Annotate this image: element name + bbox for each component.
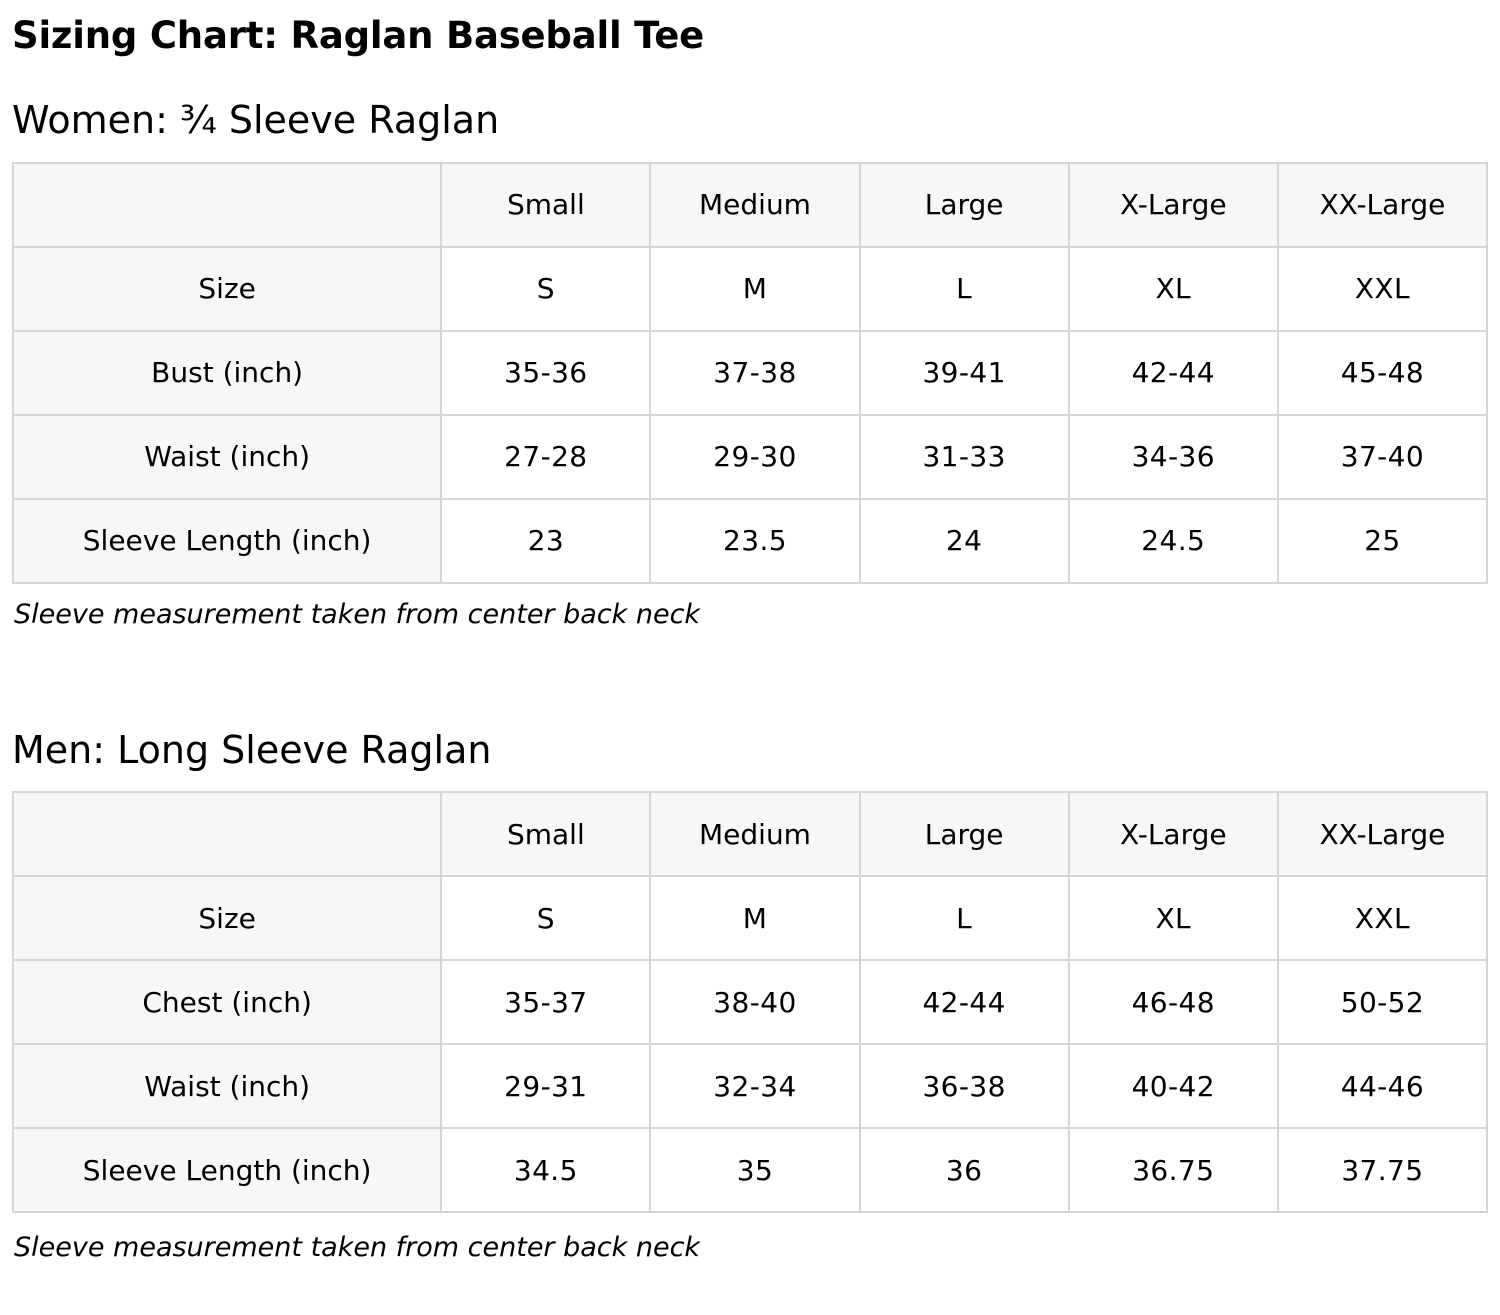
table-corner-cell bbox=[13, 163, 441, 247]
table-row bbox=[13, 499, 1487, 583]
column-header-x-large: X-Large bbox=[1069, 792, 1278, 876]
cell-sleeve-xx-large: 25 bbox=[1278, 499, 1487, 583]
cell-waist-medium: 29-30 bbox=[650, 415, 859, 499]
cell-sleeve-x-large: 36.75 bbox=[1069, 1128, 1278, 1212]
cell-chest-large: 42-44 bbox=[860, 960, 1069, 1044]
row-label-size: Size bbox=[13, 876, 441, 960]
cell-bust-small: 35-36 bbox=[441, 331, 650, 415]
cell-size-small: S bbox=[441, 876, 650, 960]
cell-chest-medium: 38-40 bbox=[650, 960, 859, 1044]
cell-size-x-large: XL bbox=[1069, 876, 1278, 960]
cell-chest-x-large: 46-48 bbox=[1069, 960, 1278, 1044]
cell-sleeve-x-large: 24.5 bbox=[1069, 499, 1278, 583]
table-row bbox=[13, 876, 1487, 960]
table-row bbox=[13, 415, 1487, 499]
table-row bbox=[13, 960, 1487, 1044]
cell-waist-large: 36-38 bbox=[860, 1044, 1069, 1128]
cell-size-large: L bbox=[860, 876, 1069, 960]
cell-waist-x-large: 34-36 bbox=[1069, 415, 1278, 499]
cell-sleeve-medium: 23.5 bbox=[650, 499, 859, 583]
cell-bust-x-large: 42-44 bbox=[1069, 331, 1278, 415]
cell-size-large: L bbox=[860, 247, 1069, 331]
cell-size-medium: M bbox=[650, 876, 859, 960]
table-row bbox=[13, 1044, 1487, 1128]
cell-sleeve-small: 34.5 bbox=[441, 1128, 650, 1212]
column-header-small: Small bbox=[441, 163, 650, 247]
section-men bbox=[12, 728, 1488, 1265]
row-label-sleeve-length: Sleeve Length (inch) bbox=[13, 1128, 441, 1212]
cell-size-xx-large: XXL bbox=[1278, 876, 1487, 960]
cell-sleeve-large: 36 bbox=[860, 1128, 1069, 1212]
table-row bbox=[13, 247, 1487, 331]
cell-waist-xx-large: 44-46 bbox=[1278, 1044, 1487, 1128]
column-header-small: Small bbox=[441, 792, 650, 876]
table-row bbox=[13, 1128, 1487, 1212]
cell-sleeve-small: 23 bbox=[441, 499, 650, 583]
cell-sleeve-xx-large: 37.75 bbox=[1278, 1128, 1487, 1212]
section-title-women: Women: ¾ Sleeve Raglan bbox=[12, 98, 500, 143]
column-header-large: Large bbox=[860, 163, 1069, 247]
cell-bust-large: 39-41 bbox=[860, 331, 1069, 415]
cell-sleeve-medium: 35 bbox=[650, 1128, 859, 1212]
cell-waist-xx-large: 37-40 bbox=[1278, 415, 1487, 499]
column-header-medium: Medium bbox=[650, 163, 859, 247]
cell-waist-medium: 32-34 bbox=[650, 1044, 859, 1128]
column-header-large: Large bbox=[860, 792, 1069, 876]
cell-waist-small: 27-28 bbox=[441, 415, 650, 499]
women-sleeve-note: Sleeve measurement taken from center back neck bbox=[14, 598, 701, 630]
cell-size-x-large: XL bbox=[1069, 247, 1278, 331]
cell-waist-x-large: 40-42 bbox=[1069, 1044, 1278, 1128]
row-label-chest: Chest (inch) bbox=[13, 960, 441, 1044]
men-sleeve-note: Sleeve measurement taken from center back neck bbox=[14, 1232, 701, 1264]
cell-waist-small: 29-31 bbox=[441, 1044, 650, 1128]
cell-bust-xx-large: 45-48 bbox=[1278, 331, 1487, 415]
column-header-xx-large: XX-Large bbox=[1278, 163, 1487, 247]
cell-size-small: S bbox=[441, 247, 650, 331]
table-header-row bbox=[13, 163, 1487, 247]
row-label-size: Size bbox=[13, 247, 441, 331]
row-label-sleeve-length: Sleeve Length (inch) bbox=[13, 499, 441, 583]
cell-chest-xx-large: 50-52 bbox=[1278, 960, 1487, 1044]
cell-chest-small: 35-37 bbox=[441, 960, 650, 1044]
cell-sleeve-large: 24 bbox=[860, 499, 1069, 583]
cell-bust-medium: 37-38 bbox=[650, 331, 859, 415]
column-header-xx-large: XX-Large bbox=[1278, 792, 1487, 876]
women-sizing-table bbox=[12, 162, 1488, 584]
column-header-medium: Medium bbox=[650, 792, 859, 876]
cell-waist-large: 31-33 bbox=[860, 415, 1069, 499]
section-women bbox=[12, 98, 1488, 631]
table-row bbox=[13, 331, 1487, 415]
table-header-row bbox=[13, 792, 1487, 876]
row-label-waist: Waist (inch) bbox=[13, 415, 441, 499]
cell-size-xx-large: XXL bbox=[1278, 247, 1487, 331]
row-label-bust: Bust (inch) bbox=[13, 331, 441, 415]
section-title-men: Men: Long Sleeve Raglan bbox=[12, 727, 492, 772]
page-title: Sizing Chart: Raglan Baseball Tee bbox=[12, 14, 705, 57]
column-header-x-large: X-Large bbox=[1069, 163, 1278, 247]
cell-size-medium: M bbox=[650, 247, 859, 331]
table-corner-cell bbox=[13, 792, 441, 876]
men-sizing-table bbox=[12, 791, 1488, 1213]
row-label-waist: Waist (inch) bbox=[13, 1044, 441, 1128]
